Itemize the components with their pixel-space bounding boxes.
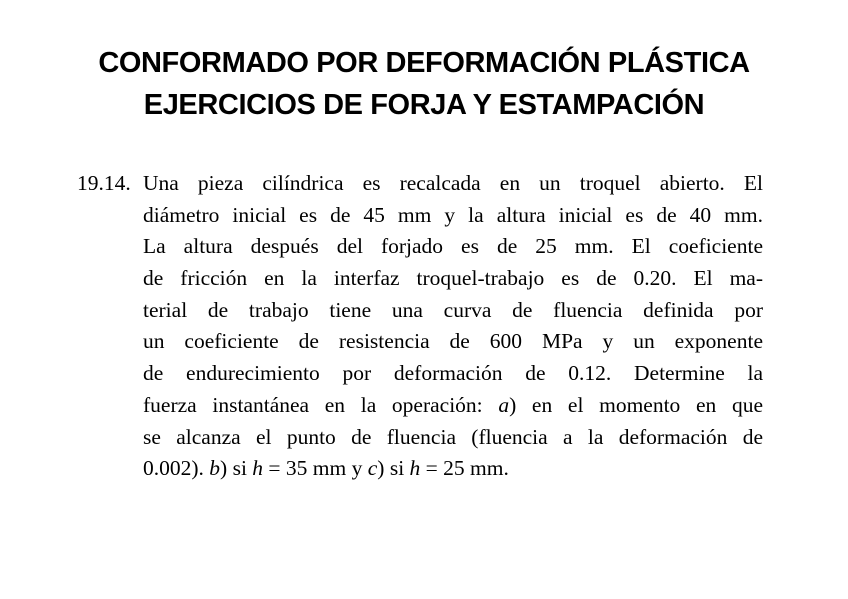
text-segment: fuerza instantánea en la operación: [143,392,499,417]
problem-line [143,453,763,485]
title-line-1: CONFORMADO POR DEFORMACIÓN PLÁSTICA [98,47,750,79]
problem-line: terial de trabajo tiene una curva de fluencia definida por [143,297,763,322]
variable-h: h [252,456,264,481]
title-line-2: EJERCICIOS DE FORJA Y ESTAMPACIÓN [143,89,705,121]
slide-title [0,42,848,126]
problem-line: se alcanza el punto de fluencia (fluencia a la deformación de [143,424,763,449]
text-segment: = 35 mm y [263,456,368,481]
text-segment: ) en el momento en que [509,392,763,417]
text-segment: ) si [377,456,410,481]
variable-h: h [409,456,421,481]
problem-number: 19.14. [77,171,131,195]
part-label-b: b [209,456,221,481]
text-segment: ) si [220,456,253,481]
problem-line: Una pieza cilíndrica es recalcada en un troquel abierto. El [143,171,763,195]
text-segment: = 25 mm. [420,456,509,481]
problem-text [143,168,763,485]
problem-line: de fricción en la interfaz troquel-trabajo es de 0.20. El ma- [143,266,763,291]
part-label-c: c [367,456,378,481]
problem-line: La altura después del forjado es de 25 mm. El coeficiente [143,234,763,259]
part-label-a: a [498,392,510,417]
text-segment: 0.002). [143,456,210,481]
problem-line: un coeficiente de resistencia de 600 MPa y un exponente [143,329,763,354]
problem-line: de endurecimiento por deformación de 0.12. Determine la [143,361,763,386]
problem-line: diámetro inicial es de 45 mm y la altura inicial es de 40 mm. [143,202,763,227]
problem-line [143,390,763,422]
